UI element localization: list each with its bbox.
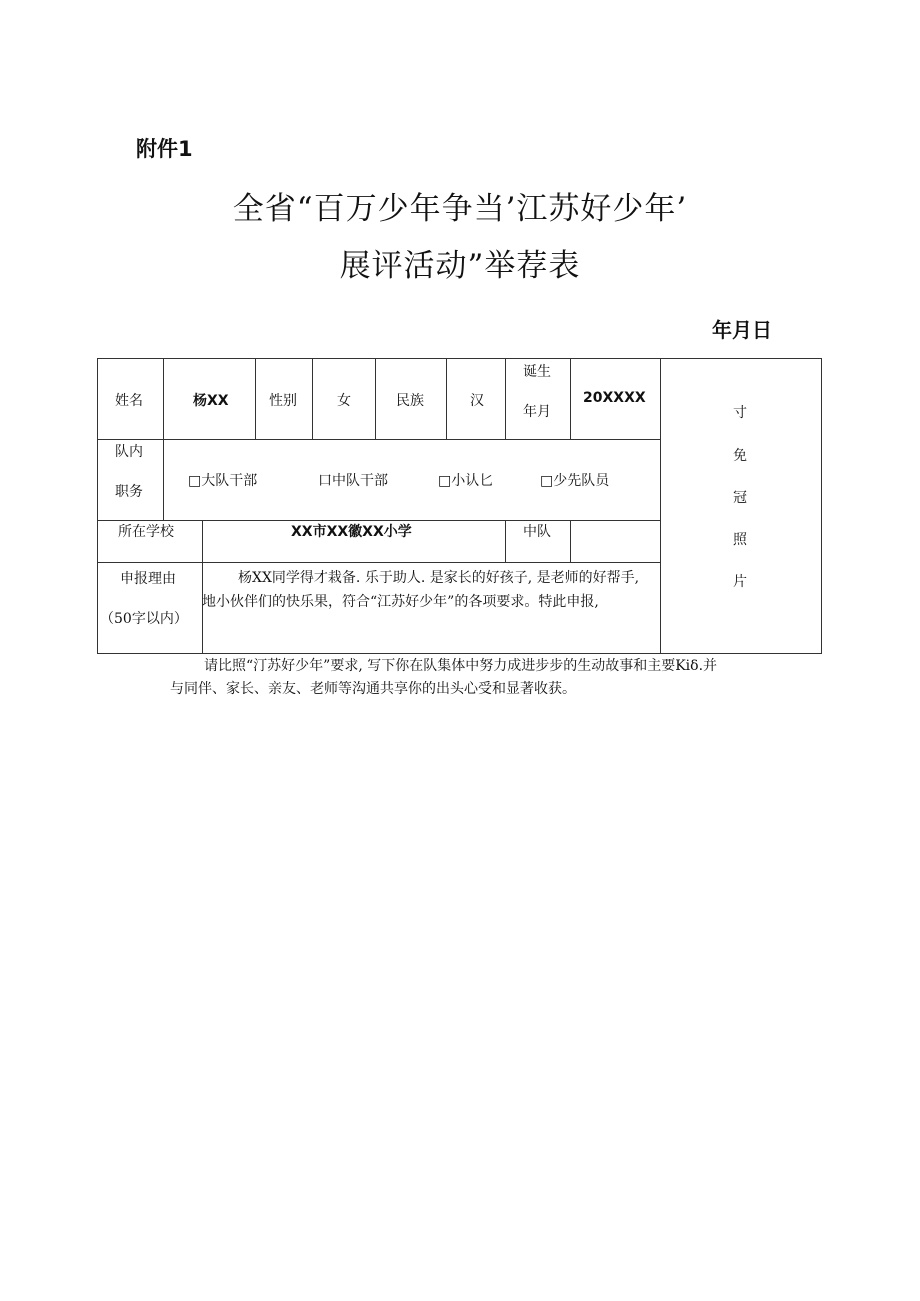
photo-char: 照 [733, 532, 747, 548]
name-value: 杨XX [193, 393, 229, 409]
position-option-squadron[interactable]: 口中队干部 [318, 473, 388, 489]
col-divider [570, 359, 571, 439]
form-title-line-1: 全省“百万少年争当’江苏好少年’ [232, 191, 688, 227]
col-divider [255, 359, 256, 439]
reason-text: 杨XX同学得才栽备. 乐于助人. 是家长的好孩子, 是老师的好帮手, 地小伙伴们的快乐果，符合“江苏好少年”的各项要求。特此申报, [202, 570, 640, 610]
birth-label-line-1: 诞生 [523, 364, 551, 380]
birth-value: 20XXXX [583, 390, 646, 406]
position-label-line-1: 队内 [115, 444, 143, 460]
col-divider [446, 359, 447, 439]
row-divider [98, 439, 660, 440]
recommendation-form-table [97, 358, 822, 654]
position-option-team[interactable]: □小认匕 [438, 473, 494, 489]
col-divider [505, 359, 506, 439]
instruction-note-line-1: 请比照“汀苏好少年”要求, 写下你在队集体中努力成进步步的生动故事和主要Kiδ.并 [204, 658, 718, 674]
instruction-note-line-2: 与同伴、家长、亲友、老师等沟通共享你的出头心受和显著收获。 [170, 681, 576, 697]
col-divider [570, 520, 571, 562]
name-label: 姓名 [115, 393, 143, 409]
position-option-brigade[interactable]: □大队干部 [188, 473, 258, 489]
col-divider [312, 359, 313, 439]
ethnicity-value: 汉 [470, 393, 484, 409]
col-divider [505, 520, 506, 562]
gender-label: 性别 [269, 393, 297, 409]
col-divider [375, 359, 376, 439]
col-divider [163, 439, 164, 520]
date-label: 年月日 [712, 318, 772, 342]
attachment-label: 附件1 [136, 137, 193, 161]
school-value: XX市XX徽XX小学 [291, 524, 412, 540]
ethnicity-label: 民族 [396, 393, 424, 409]
col-divider [202, 520, 203, 562]
reason-label-line-2: （50字以内） [100, 611, 188, 627]
position-label-line-2: 职务 [115, 484, 143, 500]
photo-char: 片 [733, 574, 747, 590]
photo-char: 寸 [733, 405, 747, 421]
col-divider [163, 359, 164, 439]
squad-label: 中队 [523, 524, 551, 540]
gender-value: 女 [337, 393, 351, 409]
school-label: 所在学校 [118, 524, 174, 540]
photo-char: 免 [733, 448, 747, 464]
reason-label-line-1: 申报理由 [120, 571, 176, 587]
photo-char: 冠 [733, 490, 747, 506]
row-divider [98, 562, 660, 563]
birth-label-line-2: 年月 [523, 404, 551, 420]
form-title-line-2: 展评活动”举荐表 [339, 248, 581, 284]
position-option-member[interactable]: □少先队员 [540, 473, 610, 489]
